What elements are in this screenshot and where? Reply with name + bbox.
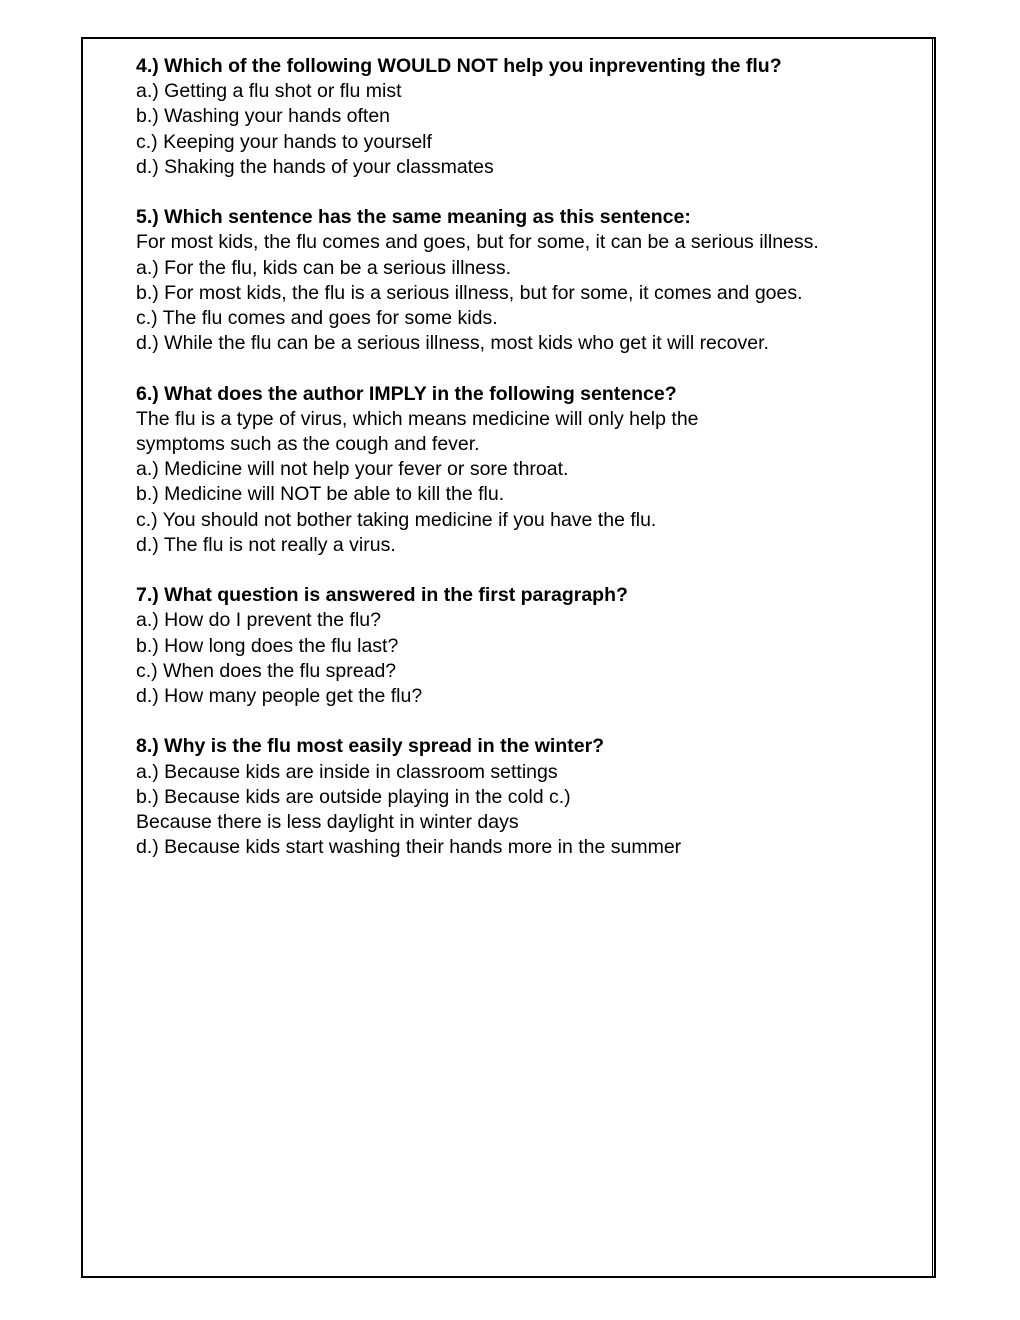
answer-option: d.) Shaking the hands of your classmates — [136, 155, 494, 178]
question-5 — [136, 205, 926, 356]
answer-option: Because there is less daylight in winter days — [136, 811, 519, 834]
question-7 — [136, 583, 926, 709]
answer-option: c.) Keeping your hands to yourself — [136, 130, 432, 153]
question-title: 5.) Which sentence has the same meaning as this sentence: — [136, 206, 691, 229]
answer-option: a.) For the flu, kids can be a serious illness. — [136, 256, 512, 279]
worksheet-content — [136, 54, 926, 886]
answer-option: d.) Because kids start washing their hands more in the summer — [136, 836, 682, 859]
prompt-sentence: For most kids, the flu comes and goes, but for some, it can be a serious illness. — [136, 231, 819, 254]
answer-option: c.) The flu comes and goes for some kids. — [136, 307, 498, 330]
answer-option: a.) Because kids are inside in classroom settings — [136, 760, 558, 783]
answer-option: c.) You should not bother taking medicine if you have the flu. — [136, 508, 657, 531]
answer-option: d.) How many people get the flu? — [136, 685, 423, 708]
prompt-sentence: symptoms such as the cough and fever. — [136, 433, 480, 456]
question-8 — [136, 734, 926, 860]
answer-option: b.) Medicine will NOT be able to kill the flu. — [136, 483, 505, 506]
answer-option: c.) When does the flu spread? — [136, 659, 397, 682]
answer-option: a.) Medicine will not help your fever or sore throat. — [136, 458, 569, 481]
answer-option: b.) Because kids are outside playing in the cold c.) — [136, 785, 571, 808]
answer-option: b.) For most kids, the flu is a serious illness, but for some, it comes and goes. — [136, 281, 803, 304]
answer-option: a.) Getting a flu shot or flu mist — [136, 80, 402, 103]
question-title: 8.) Why is the flu most easily spread in the winter? — [136, 735, 605, 758]
question-4 — [136, 54, 926, 180]
answer-option: d.) The flu is not really a virus. — [136, 533, 396, 556]
prompt-sentence: The flu is a type of virus, which means medicine will only help the — [136, 407, 699, 430]
answer-option: d.) While the flu can be a serious illness, most kids who get it will recover. — [136, 332, 769, 355]
answer-option: b.) How long does the flu last? — [136, 634, 399, 657]
answer-option: b.) Washing your hands often — [136, 105, 391, 128]
question-title: 6.) What does the author IMPLY in the following sentence? — [136, 382, 677, 405]
question-title: 4.) Which of the following WOULD NOT help you inpreventing the flu? — [136, 55, 782, 77]
question-6 — [136, 382, 926, 558]
question-title: 7.) What question is answered in the first paragraph? — [136, 584, 628, 607]
answer-option: a.) How do I prevent the flu? — [136, 609, 381, 632]
